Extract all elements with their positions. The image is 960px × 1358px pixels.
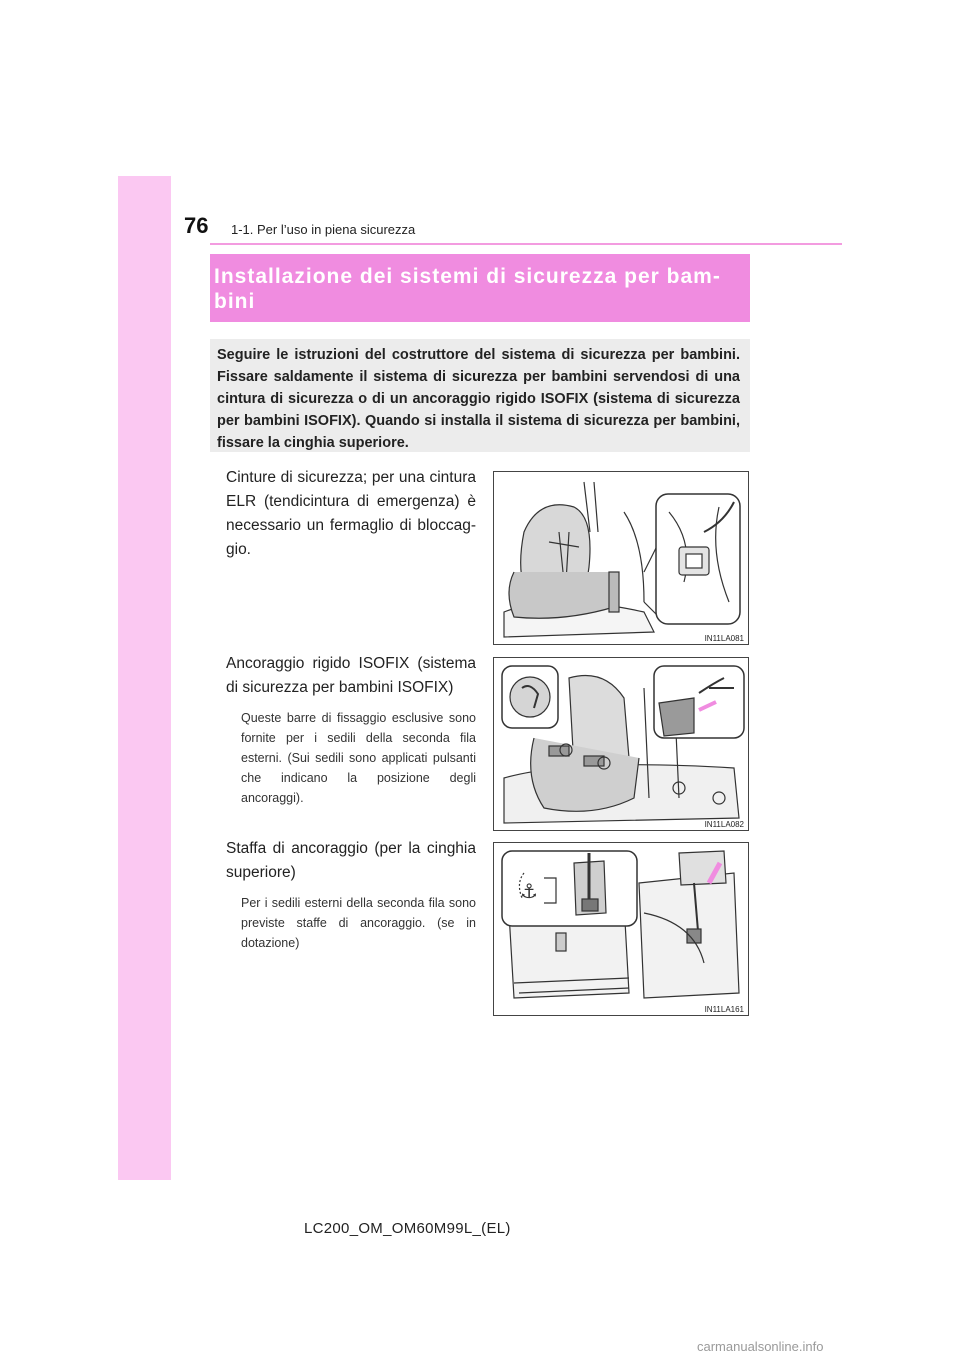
section-title: 1-1. Per l’uso in piena sicurezza: [231, 222, 416, 237]
chapter-sidebar: [118, 176, 171, 1180]
item-sub-text: Per i sedili esterni della seconda fila sono previste staffe di ancoraggio. (se in dotazione): [241, 896, 476, 950]
item-main-text: Staffa di ancoraggio (per la cinghia superiore): [226, 840, 476, 881]
figure-code: IN11LA161: [704, 1005, 744, 1014]
isofix-illustration: [494, 658, 748, 830]
page-title: Installazione dei sistemi di sicurezza per bam-bini: [214, 265, 721, 313]
item-sub-text: Queste barre di fissaggio esclusive sono fornite per i sedili della seconda fila esterni. (Sui sedili sono applicati pulsanti che indicano la posizione degli ancoraggi).: [241, 711, 476, 805]
intro-text: Seguire le istruzioni del costruttore del sistema di sicurezza per bambini. Fissare saldamente il sistema di sicurezza per bambini servendosi di una cintura di sicurezza o di un ancoraggio rigido ISOFIX (sistema di sicurezza per bambini ISOFIX). Quando si installa il sistema di sicurezza per bambini, fissare la cinghia superiore.: [217, 347, 740, 451]
figure-seat-belt-installation: [493, 471, 749, 645]
intro-box: [210, 339, 750, 452]
title-banner: [210, 254, 750, 322]
page-number: 76: [184, 213, 209, 238]
footer-code: LC200_OM_OM60M99L_(EL): [304, 1220, 511, 1237]
item-anchor-bracket: [226, 837, 476, 953]
figure-isofix-installation: [493, 657, 749, 831]
watermark: carmanualsonline.info: [697, 1339, 824, 1354]
figure-code: IN11LA081: [704, 634, 744, 643]
seat-belt-illustration: [494, 472, 748, 644]
item-main-text: Cinture di sicurezza; per una cintura ELR (tendicintura di emergenza) è necessario un fermaglio di bloccag-gio.: [226, 469, 476, 558]
item-main-text: Ancoraggio rigido ISOFIX (sistema di sicurezza per bambini ISOFIX): [226, 655, 476, 696]
header-rule: [210, 243, 842, 245]
item-seat-belt: [226, 466, 476, 562]
figure-code: IN11LA082: [704, 820, 744, 829]
item-isofix: [226, 652, 476, 808]
anchor-bracket-illustration: [494, 843, 748, 1015]
svg-text:⚓: ⚓: [520, 879, 538, 903]
figure-anchor-bracket: [493, 842, 749, 1016]
